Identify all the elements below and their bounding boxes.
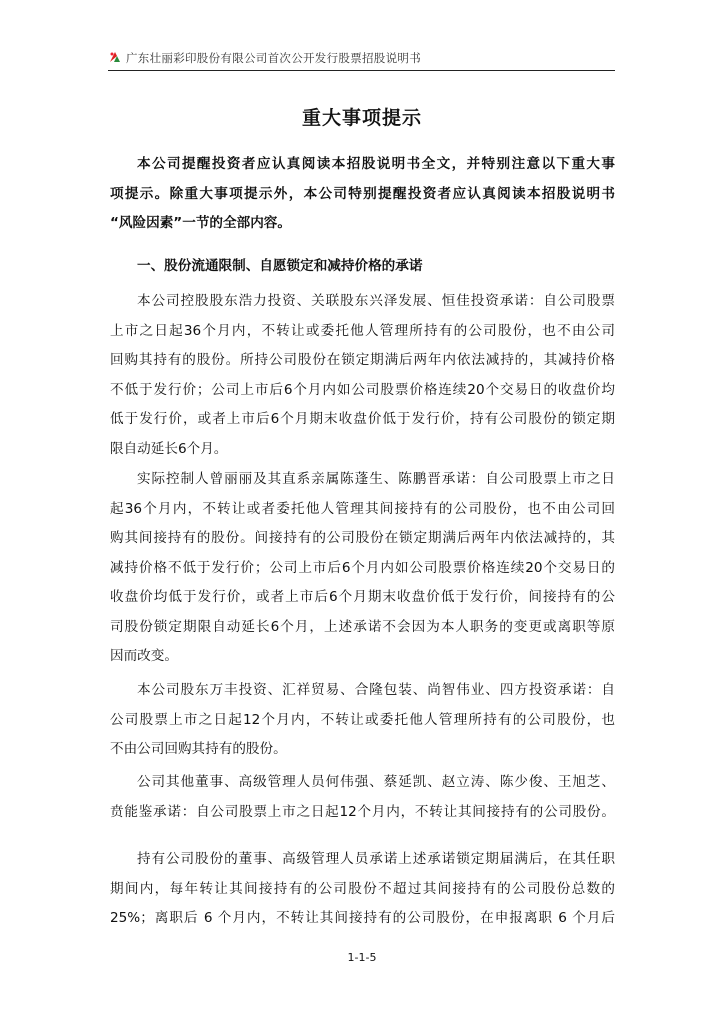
- text-line: 低于发行价，或者上市后6个月期末收盘价低于发行价，持有公司股份的锁定期: [110, 411, 615, 427]
- paragraph-directors: [110, 768, 615, 827]
- page-title: 重大事项提示: [301, 107, 422, 129]
- paragraph-controlling-shareholder: [110, 287, 615, 464]
- company-logo-icon: [108, 50, 122, 64]
- text-line: 实际控制人曾丽丽及其直系亲属陈蓬生、陈鹏晋承诺：自公司股票上市之日: [137, 471, 615, 487]
- paragraph-actual-controller: [110, 465, 615, 672]
- text-line: 期间内，每年转让其间接持有的公司股份不超过其间接持有的公司股份总数的: [110, 880, 615, 897]
- text-line: 减持价格不低于发行价；公司上市后6个月内如公司股票价格连续20个交易日的: [110, 559, 615, 576]
- header-document-title: 广东壮丽彩印股份有限公司首次公开发行股票招股说明书: [126, 51, 421, 65]
- text-line: 本公司提醒投资者应认真阅读本招股说明书全文，并特别注意以下重大事: [137, 156, 615, 172]
- text-line: 贲能鉴承诺：自公司股票上市之日起12个月内，不转让其间接持有的公司股份。: [110, 803, 615, 820]
- text-line: 公司股票上市之日起12个月内，不转让或委托他人管理所持有的公司股份，也: [110, 711, 615, 728]
- intro-paragraph: [110, 150, 615, 239]
- paragraph-other-shareholders: [110, 676, 615, 765]
- text-line: 收盘价均低于发行价，或者上市后6个月期末收盘价低于发行价，间接持有的公: [110, 589, 615, 605]
- section-heading: [110, 252, 615, 282]
- text-line: 限自动延长6个月。: [110, 440, 228, 457]
- text-line: 购其间接持有的股份。间接持有的公司股份在锁定期满后两年内依法减持的，其: [110, 530, 615, 546]
- text-line: 司股份锁定期限自动延长6个月，上述承诺不会因为本人职务的变更或离职等原: [110, 618, 615, 635]
- paragraph-management-commitment: [110, 845, 615, 934]
- text-line: 因而改变。: [110, 648, 178, 664]
- page-number: 1-1-5: [347, 951, 377, 964]
- text-line: 不由公司回购其持有的股份。: [110, 741, 287, 757]
- text-line: 起36个月内，不转让或者委托他人管理其间接持有的公司股份，也不由公司回: [110, 500, 615, 517]
- text-line: 持有公司股份的董事、高级管理人员承诺上述承诺锁定期届满后，在其任职: [137, 851, 615, 867]
- text-line: 本公司控股股东浩力投资、关联股东兴泽发展、恒佳投资承诺：自公司股票: [137, 293, 615, 309]
- text-line: 上市之日起36个月内，不转让或委托他人管理所持有的公司股份，也不由公司: [110, 322, 615, 339]
- text-line: 本公司股东万丰投资、汇祥贸易、合隆包装、尚智伟业、四方投资承诺：自: [137, 682, 615, 698]
- text-line: 不低于发行价；公司上市后6个月内如公司股票价格连续20个交易日的收盘价均: [110, 381, 615, 398]
- text-line: “风险因素”一节的全部内容。: [110, 215, 291, 231]
- text-line: 项提示。除重大事项提示外，本公司特别提醒投资者应认真阅读本招股说明书: [110, 185, 615, 202]
- text-line: 公司其他董事、高级管理人员何伟强、蔡延凯、赵立涛、陈少俊、王旭芝、: [137, 774, 615, 790]
- text-line: 25%；离职后 6 个月内，不转让其间接持有的公司股份，在申报离职 6 个月后: [110, 910, 615, 926]
- text-line: 回购其持有的股份。所持公司股份在锁定期满后两年内依法减持的，其减持价格: [110, 352, 615, 368]
- page-header: [108, 48, 615, 71]
- section-heading-text: 一、股份流通限制、自愿锁定和减持价格的承诺: [137, 258, 423, 274]
